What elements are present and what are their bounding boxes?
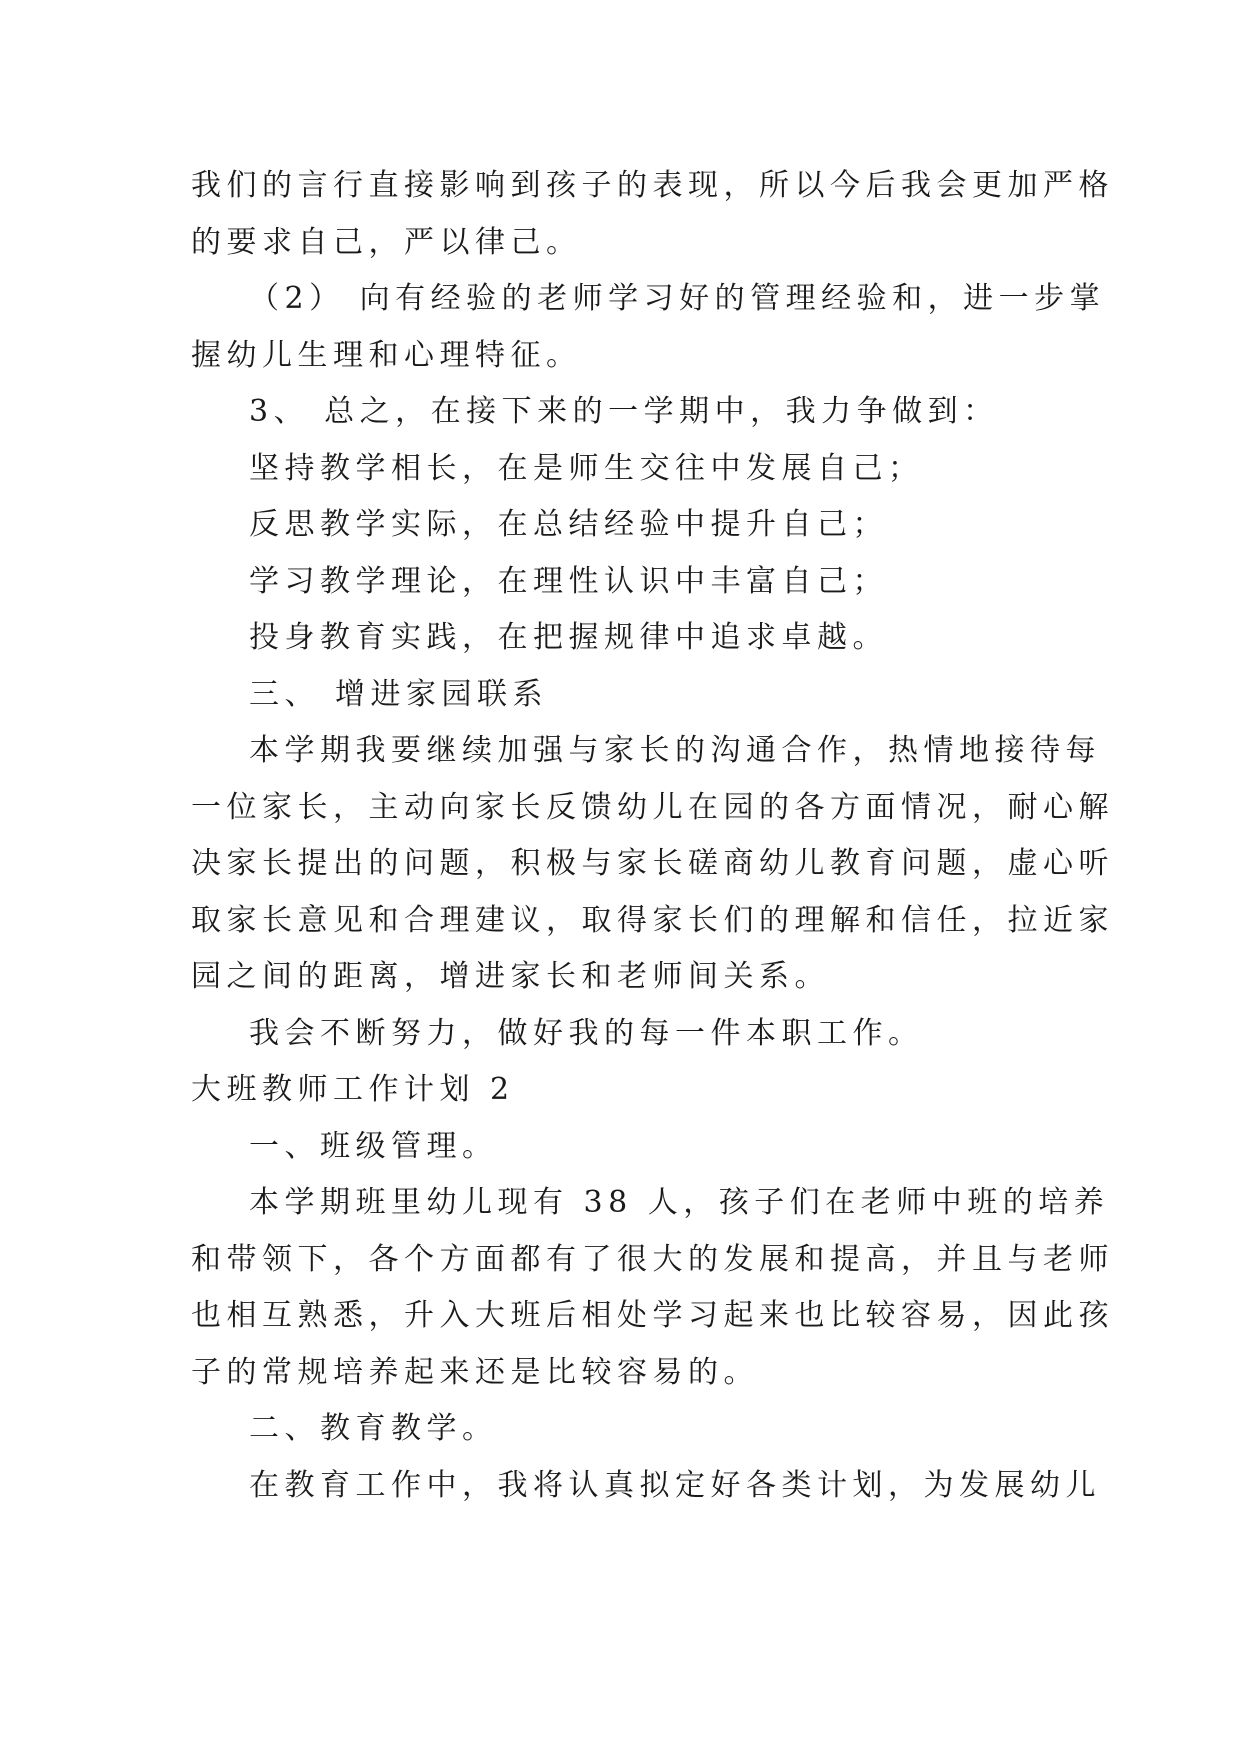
list-item: 投身教育实践，在把握规律中追求卓越。 xyxy=(249,620,888,655)
document-body xyxy=(191,158,1114,1514)
paragraph-line: （2） 向有经验的老师学习好的管理经验和，进一步掌 xyxy=(249,281,1106,316)
paragraph-line: 握幼儿生理和心理特征。 xyxy=(191,337,582,373)
paragraph-line: 一位家长，主动向家长反馈幼儿在园的各方面情况，耐心解 xyxy=(191,789,1114,825)
section-heading: 一、班级管理。 xyxy=(249,1128,498,1164)
paragraph-line: 我们的言行直接影响到孩子的表现，所以今后我会更加严格 xyxy=(191,168,1114,203)
paragraph-line: 取家长意见和合理建议，取得家长们的理解和信任，拉近家 xyxy=(191,902,1114,938)
paragraph-line: 的要求自己，严以律己。 xyxy=(191,224,582,260)
paragraph-line: 3、 总之，在接下来的一学期中，我力争做到： xyxy=(249,394,999,429)
paragraph-line: 本学期班里幼儿现有 38 人，孩子们在老师中班的培养 xyxy=(249,1185,1110,1220)
paragraph-line: 园之间的距离，增进家长和老师间关系。 xyxy=(191,959,830,994)
paragraph-line: 也相互熟悉，升入大班后相处学习起来也比较容易，因此孩 xyxy=(191,1298,1114,1333)
document-title: 大班教师工作计划 2 xyxy=(191,1072,515,1107)
section-heading: 二、教育教学。 xyxy=(249,1411,498,1446)
paragraph-line: 我会不断努力，做好我的每一件本职工作。 xyxy=(249,1015,924,1051)
paragraph-line: 本学期我要继续加强与家长的沟通合作，热情地接待每 xyxy=(249,733,1101,768)
list-item: 学习教学理论，在理性认识中丰富自己； xyxy=(249,563,888,599)
paragraph-line: 和带领下，各个方面都有了很大的发展和提高，并且与老师 xyxy=(191,1241,1114,1277)
list-item: 坚持教学相长，在是师生交往中发展自己； xyxy=(249,450,924,486)
section-heading: 三、 增进家园联系 xyxy=(249,676,549,712)
paragraph-line: 子的常规培养起来还是比较容易的。 xyxy=(191,1354,759,1390)
paragraph-line: 在教育工作中，我将认真拟定好各类计划，为发展幼儿 xyxy=(249,1467,1101,1503)
list-item: 反思教学实际，在总结经验中提升自己； xyxy=(249,507,888,542)
paragraph-line: 决家长提出的问题，积极与家长磋商幼儿教育问题，虚心听 xyxy=(191,846,1114,881)
